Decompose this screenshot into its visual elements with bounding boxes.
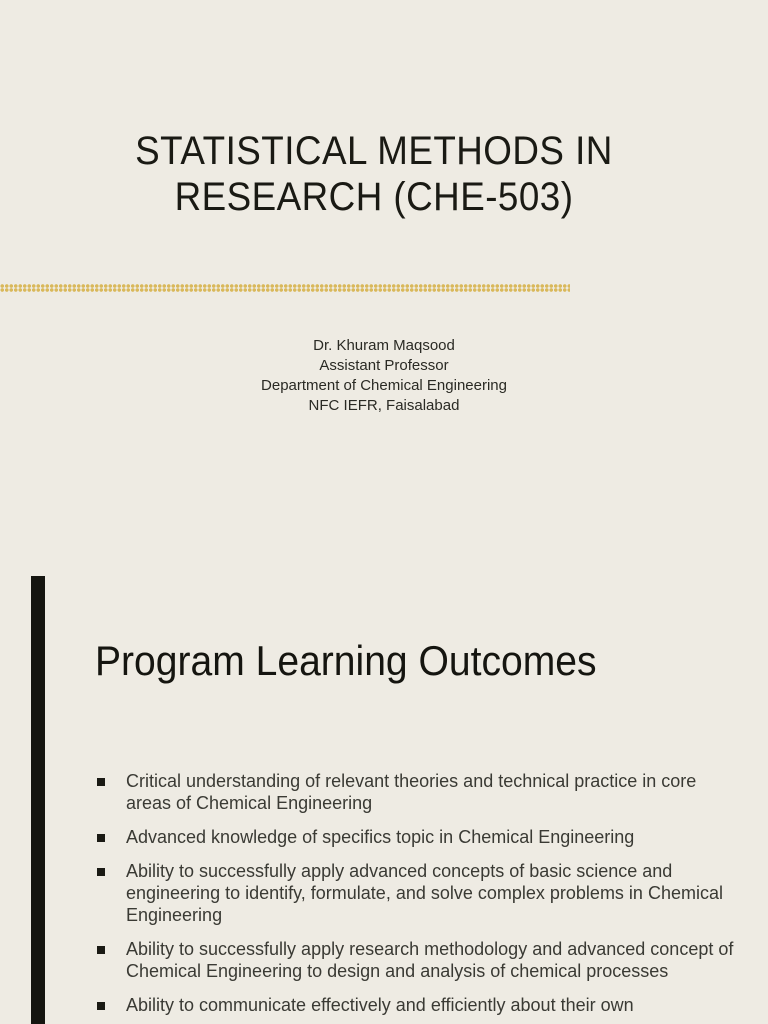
outcomes-title: Program Learning Outcomes [95, 637, 597, 684]
slide-title-line-1: STATISTICAL METHODS IN [135, 129, 613, 173]
author-position: Assistant Professor [319, 357, 449, 374]
outcomes-slide [0, 560, 768, 1024]
outcome-item [95, 770, 745, 814]
outcome-item [95, 938, 745, 982]
author-institute: NFC IEFR, Faisalabad [308, 397, 460, 414]
accent-bar [31, 576, 45, 1024]
square-bullet-icon [97, 868, 105, 876]
author-name: Dr. Khuram Maqsood [313, 337, 455, 354]
outcome-item [95, 994, 745, 1016]
square-bullet-icon [97, 946, 105, 954]
author-info [184, 336, 584, 416]
outcome-text: Advanced knowledge of specifics topic in Chemical Engineering [126, 827, 635, 847]
outcome-text: Ability to successfully apply research methodology and advanced concept of Chemical Engineering to design and analysis of chemical processes [126, 939, 734, 981]
slide-title-line-2: RESEARCH (CHE-503) [174, 175, 574, 219]
outcome-text: Ability to successfully apply advanced concepts of basic science and engineering to identify, formulate, and solve complex problems in Chemical Engineering [126, 861, 723, 925]
square-bullet-icon [97, 778, 105, 786]
outcome-item [95, 860, 745, 926]
square-bullet-icon [97, 1002, 105, 1010]
slide-title [85, 128, 663, 220]
dotted-divider [0, 284, 570, 292]
outcomes-list [95, 770, 745, 1024]
author-department: Department of Chemical Engineering [261, 377, 507, 394]
square-bullet-icon [97, 834, 105, 842]
outcome-text: Ability to communicate effectively and efficiently about their own [126, 995, 634, 1015]
outcome-text: Critical understanding of relevant theories and technical practice in core areas of Chemical Engineering [126, 771, 697, 813]
outcome-item [95, 826, 745, 848]
